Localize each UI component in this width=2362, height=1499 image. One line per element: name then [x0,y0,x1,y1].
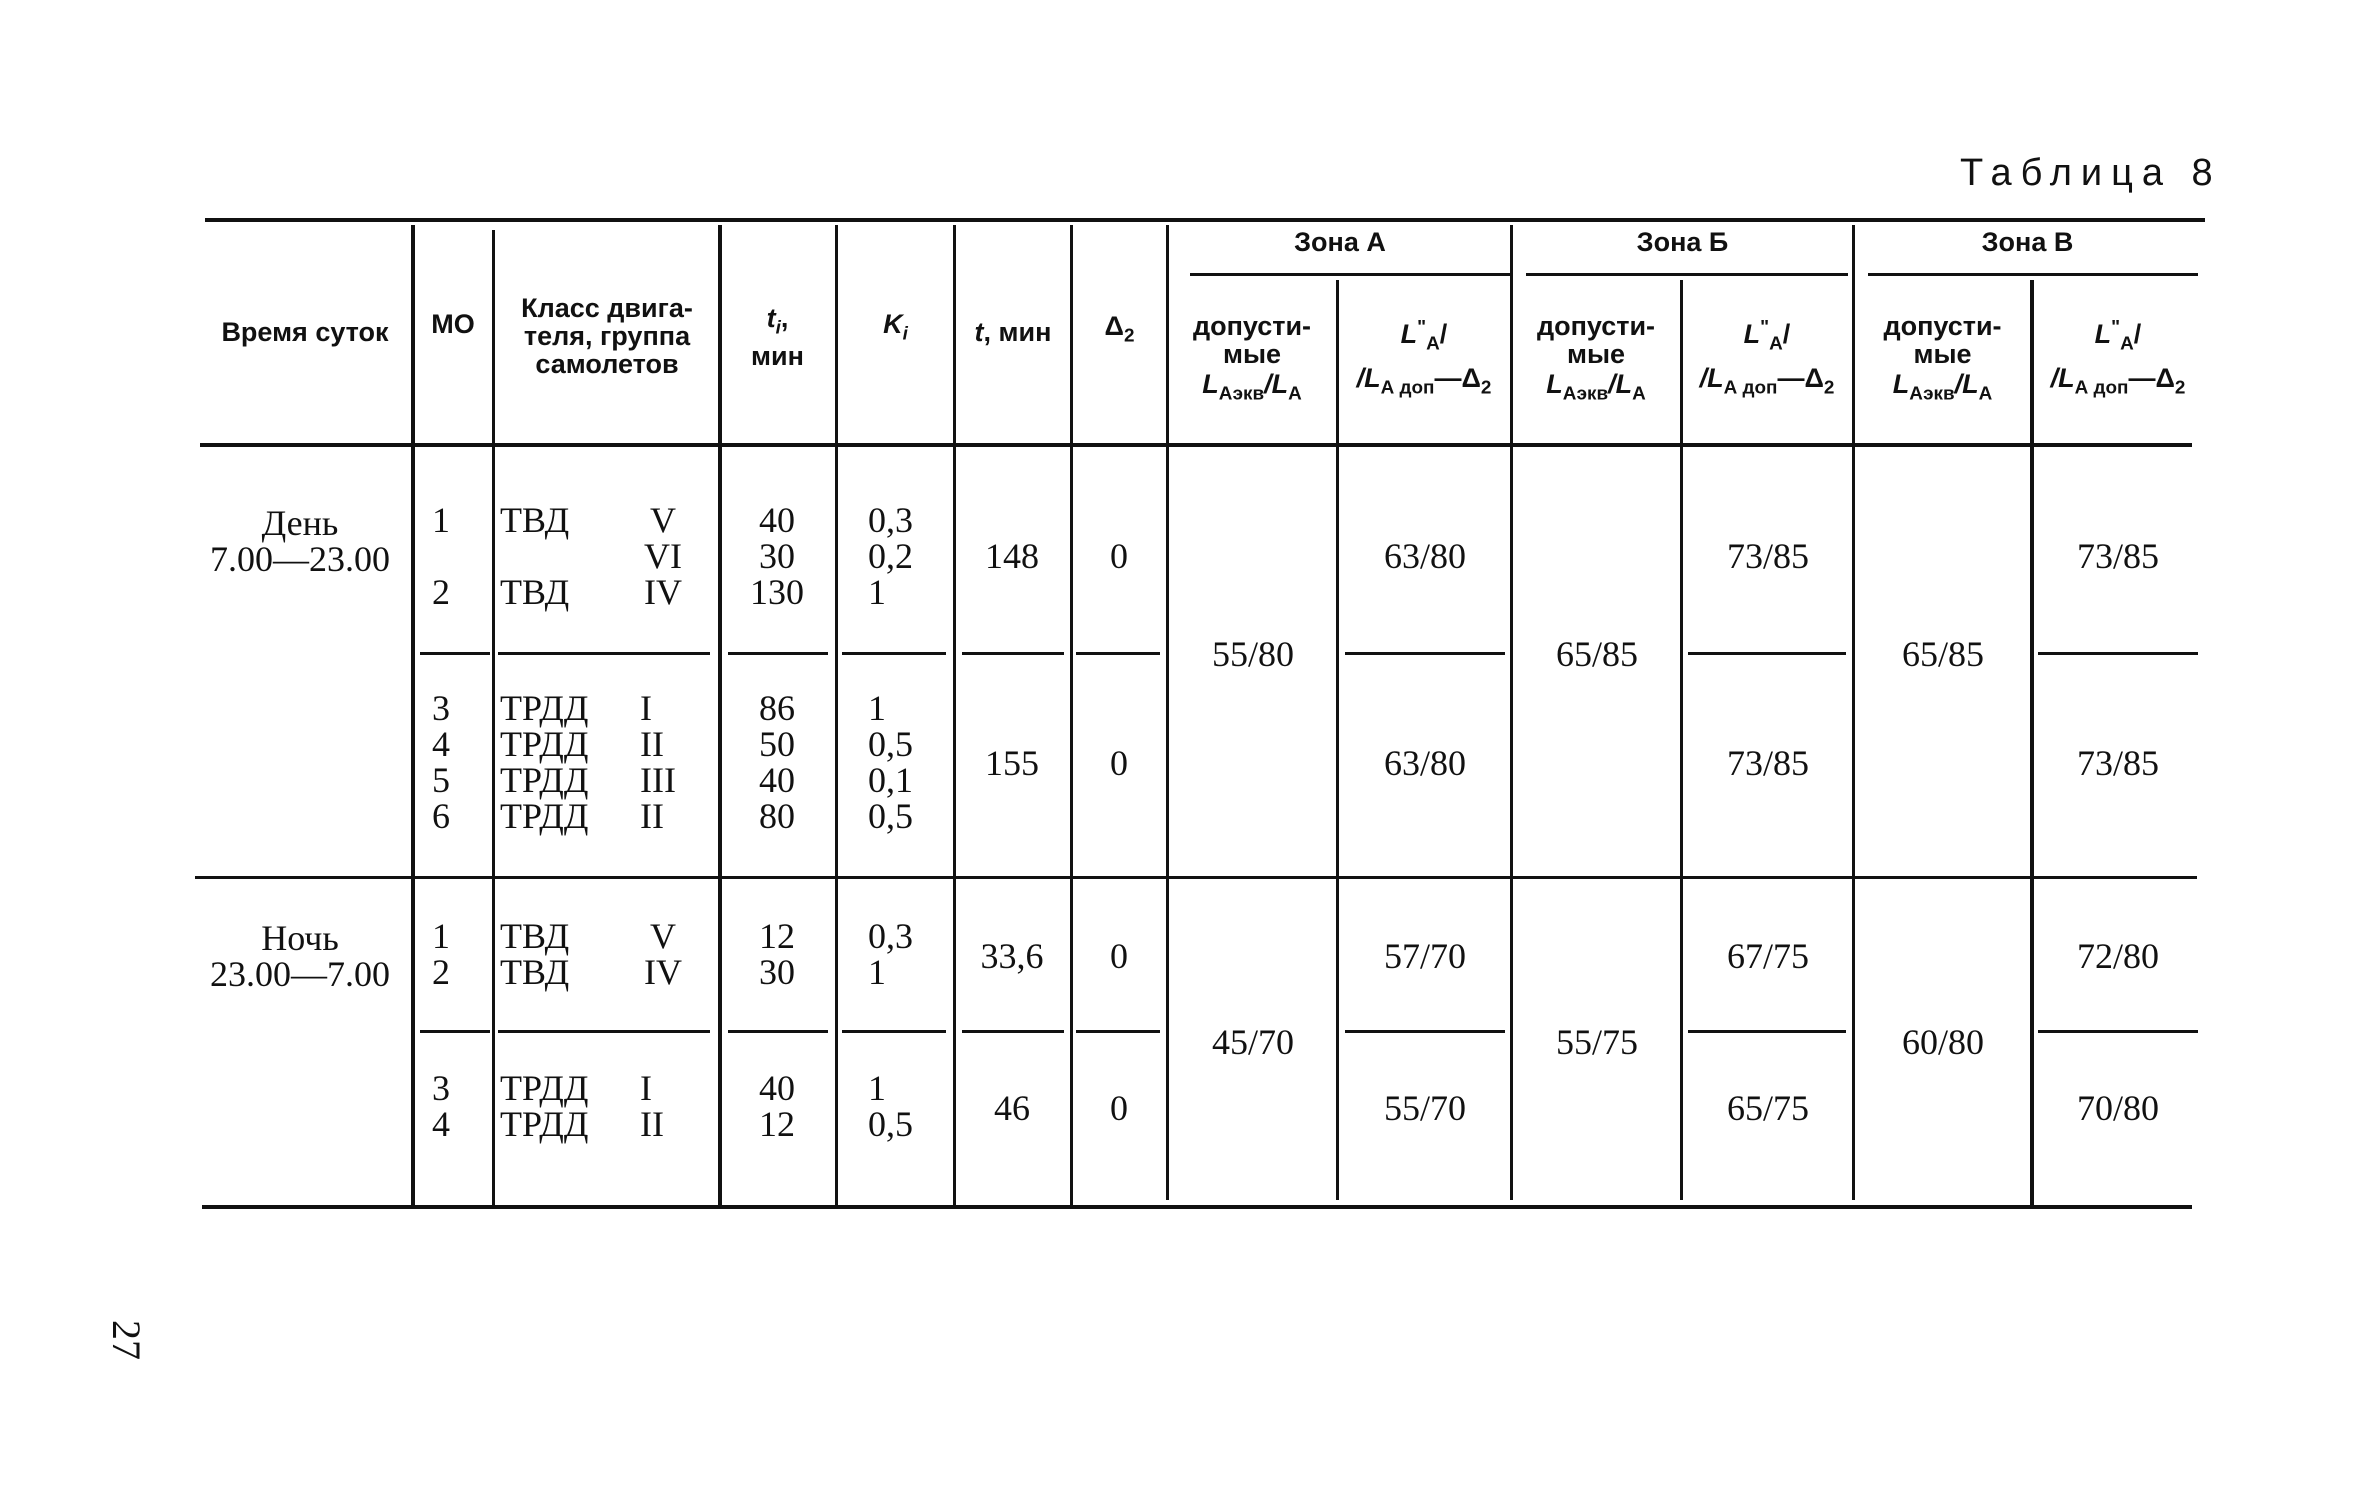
day-sub1-delta: 0 [1110,536,1128,576]
night-subgroup-divider [1688,1030,1846,1033]
day-subgroup-divider [420,652,490,655]
header-zone-v-allowed [1855,312,2030,408]
night-sub2-t: 46 [994,1088,1030,1128]
header-allowed-line: допусти- [1192,311,1312,341]
header-ladop-symbol: /L [1356,363,1381,394]
ki-value: 1 [868,572,886,612]
group-value: VI [644,536,682,576]
ti-value: 12 [759,916,795,956]
col-rule-5 [953,225,956,1205]
night-sub2-group [640,1070,710,1142]
header-zone-b: Зона Б [1636,227,1729,257]
header-ladop-subscript: А доп [2074,377,2129,399]
header-engine-class-line: теля, группа [523,321,691,351]
header-ti-unit: мин [751,341,804,372]
day-sub2-ti [722,690,832,834]
day-sub1-zone-a: 63/80 [1383,536,1466,576]
night-sub1-delta: 0 [1110,936,1128,976]
night-sub2-delta: 0 [1110,1088,1128,1128]
group-value: III [640,760,676,800]
day-sub2-t: 155 [985,743,1039,783]
group-time-label: День [261,503,339,543]
ki-value: 1 [868,952,886,992]
header-allowed-line: мые [1222,339,1282,369]
header-la2-subscript: А [2120,333,2134,355]
col-rule-12 [2030,280,2034,1205]
engine-value: ТРДД [500,1068,589,1108]
header-delta2-symbol: —Δ [2128,363,2175,394]
night-subgroup-divider [420,1030,490,1033]
header-la2-symbol: L [2094,319,2112,349]
night-subgroup-divider [1345,1030,1505,1033]
night-zone-a-allowed: 45/70 [1211,1022,1294,1062]
engine-value: ТВД [500,572,570,612]
ki-value: 1 [868,1068,886,1108]
header-ki-symbol: K [883,309,903,339]
ki-value: 0,2 [868,536,913,576]
group-value: II [640,724,664,764]
night-sub2-zone-a: 55/70 [1383,1088,1466,1128]
header-delta-symbol: Δ [1104,311,1124,341]
ti-value: 40 [759,1068,795,1108]
group-time-range: 23.00—7.00 [210,954,390,994]
header-delta2-symbol: —Δ [1777,363,1824,394]
group-value: V [650,916,676,956]
ki-value: 0,3 [868,916,913,956]
header-allowed-line: допусти- [1883,311,2002,341]
day-subgroup-divider [2038,652,2198,655]
day-subgroup-divider [498,652,710,655]
mo-value: 2 [432,572,450,612]
header-la2-prime: " [1417,317,1427,338]
day-sub2-group [640,690,710,834]
header-ki-subscript: i [902,323,908,345]
header-ti [720,304,835,370]
group-value: II [640,796,664,836]
ki-value: 0,1 [868,760,913,800]
group-value: IV [644,572,682,612]
night-sub2-ki [868,1070,948,1142]
header-t-unit: , мин [983,317,1052,347]
day-subgroup-divider [962,652,1064,655]
table-bottom-rule [202,1205,2192,1209]
day-sub1-zone-b: 73/85 [1726,536,1809,576]
table-top-rule [205,218,2205,222]
night-zone-v-allowed: 60/80 [1901,1022,1984,1062]
day-sub1-t: 148 [985,536,1039,576]
header-zone-a: Зона А [1294,227,1386,257]
night-sub2-zone-b: 65/75 [1726,1088,1809,1128]
header-la2-prime: " [1760,317,1770,338]
col-rule-2 [492,230,495,1205]
header-la2-slash: / [1782,319,1791,349]
day-sub2-mo [432,690,482,834]
engine-value: ТРДД [500,724,589,764]
group-time-range: 7.00—23.00 [210,539,390,579]
night-sub1-zone-a: 57/70 [1383,936,1466,976]
header-ki [838,310,953,348]
header-zone-a-ratio [1338,314,1510,403]
ki-value: 0,5 [868,796,913,836]
night-sub1-ki [868,918,948,990]
header-la-symbol: /L [1954,369,1979,399]
header-la2-slash: / [1439,319,1448,349]
day-subgroup-divider [842,652,946,655]
day-subgroup-divider [1688,652,1846,655]
mo-value: 6 [432,796,450,836]
header-ti-subscript: i [775,317,781,339]
group-time-night [195,920,405,992]
header-la2-slash: / [2133,319,2142,349]
header-zone-v: Зона В [1981,227,2074,257]
header-ladop-symbol: /L [2050,363,2075,394]
header-zone-a-allowed [1168,312,1336,408]
ti-value: 12 [759,1104,795,1144]
ki-value: 0,3 [868,500,913,540]
engine-value: ТВД [500,916,570,956]
col-rule-10 [1680,280,1683,1200]
day-zone-a-allowed: 55/80 [1211,634,1294,674]
mo-value: 4 [432,1104,450,1144]
engine-value: ТРДД [500,796,589,836]
group-value: I [640,1068,652,1108]
mo-value [432,538,482,574]
header-engine-class [496,294,718,378]
header-la-subscript: А [1288,383,1302,405]
header-laekv-symbol: L [1202,369,1219,399]
header-delta2-subscript: 2 [1823,377,1835,399]
night-zone-b-allowed: 55/75 [1555,1022,1638,1062]
header-t-symbol: t [974,317,984,347]
day-sub2-ki [868,690,948,834]
night-subgroup-divider [2038,1030,2198,1033]
group-value: I [640,688,652,728]
engine-value: ТРДД [500,688,589,728]
header-zone-v-ratio [2032,314,2204,403]
day-zone-v-allowed: 65/85 [1901,634,1984,674]
group-time-label: Ночь [261,918,339,958]
day-sub1-mo [432,502,482,610]
night-subgroup-divider [1076,1030,1160,1033]
col-rule-1 [411,225,415,1205]
header-laekv-symbol: L [1546,369,1563,399]
mo-value: 4 [432,724,450,764]
night-sub1-t: 33,6 [980,936,1044,976]
header-delta2-subscript: 2 [1480,377,1492,399]
night-sub1-zone-v: 72/80 [2076,936,2159,976]
header-ladop-subscript: А доп [1723,377,1778,399]
ti-value: 80 [759,796,795,836]
ki-value: 1 [868,688,886,728]
header-ladop-subscript: А доп [1380,377,1435,399]
group-divider-rule [195,876,2197,879]
night-sub2-zone-v: 70/80 [2076,1088,2159,1128]
night-sub2-engine [500,1070,620,1142]
night-subgroup-divider [728,1030,828,1033]
ti-value: 50 [759,724,795,764]
engine-value: ТРДД [500,760,589,800]
header-laekv-subscript: Аэкв [1562,383,1609,405]
day-sub2-delta: 0 [1110,743,1128,783]
col-rule-4 [835,225,838,1205]
mo-value: 1 [432,916,450,956]
col-rule-6 [1070,225,1073,1205]
header-allowed-line: мые [1913,339,1972,369]
header-la-symbol: /L [1608,369,1633,399]
night-sub1-zone-b: 67/75 [1726,936,1809,976]
group-value: IV [644,952,682,992]
header-engine-class-line: Класс двига- [521,293,693,323]
day-zone-b-allowed: 65/85 [1555,634,1638,674]
ti-value: 30 [759,952,795,992]
col-rule-8 [1336,280,1339,1200]
day-subgroup-divider [1345,652,1505,655]
mo-value: 3 [432,688,450,728]
group-value: II [640,1104,664,1144]
header-la-subscript: А [1978,383,1993,405]
header-t-min [956,318,1070,346]
header-la-subscript: А [1632,383,1646,405]
mo-value: 5 [432,760,450,800]
header-delta [1073,312,1166,350]
header-zone-b-allowed [1512,312,1680,408]
page-number: 27 [104,1320,149,1360]
header-la2-subscript: А [1769,333,1783,355]
mo-value: 2 [432,952,450,992]
night-sub1-engine [500,918,620,990]
header-la-symbol: /L [1264,369,1289,399]
header-la2-symbol: L [1743,319,1761,349]
ti-value: 40 [759,500,795,540]
header-zone-b-ratio [1682,314,1852,403]
ti-value: 30 [759,536,795,576]
engine-value [500,538,620,574]
night-sub2-ti [722,1070,832,1142]
day-sub2-zone-a: 63/80 [1383,743,1466,783]
header-la2-symbol: L [1400,319,1418,349]
day-sub2-engine [500,690,620,834]
header-laekv-symbol: L [1892,369,1910,399]
engine-value: ТРДД [500,1104,589,1144]
header-engine-class-line: самолетов [535,349,679,379]
night-subgroup-divider [842,1030,946,1033]
header-ti-symbol: t [766,303,776,333]
engine-value: ТВД [500,952,570,992]
zone-b-underline [1526,273,1848,276]
group-time-day [195,505,405,577]
day-sub2-zone-v: 73/85 [2076,743,2159,783]
ki-value: 0,5 [868,724,913,764]
mo-value: 3 [432,1068,450,1108]
header-bottom-rule [200,443,2192,447]
engine-value: ТВД [500,500,570,540]
day-sub2-zone-b: 73/85 [1726,743,1809,783]
day-sub1-ti [722,502,832,610]
day-subgroup-divider [728,652,828,655]
header-delta2-symbol: —Δ [1434,363,1481,394]
header-ladop-symbol: /L [1699,363,1724,394]
night-sub1-ti [722,918,832,990]
ti-value: 130 [750,572,804,612]
ti-value: 40 [759,760,795,800]
header-mo: МО [431,309,475,339]
day-sub1-group [628,502,698,610]
header-laekv-subscript: Аэкв [1909,383,1955,405]
zone-a-underline [1190,273,1510,276]
header-allowed-line: допусти- [1536,311,1656,341]
group-value: V [650,500,676,540]
night-sub2-mo [432,1070,482,1142]
header-delta-subscript: 2 [1123,325,1135,347]
ki-value: 0,5 [868,1104,913,1144]
header-la2-prime: " [2111,317,2121,338]
night-subgroup-divider [498,1030,710,1033]
header-time-of-day: Время суток [221,317,389,347]
header-allowed-line: мые [1566,339,1626,369]
header-delta2-subscript: 2 [2174,377,2186,399]
header-laekv-subscript: Аэкв [1218,383,1265,405]
ti-value: 86 [759,688,795,728]
day-sub1-engine [500,502,620,610]
header-la2-subscript: А [1426,333,1440,355]
header-ti-comma: , [780,303,789,333]
night-subgroup-divider [962,1030,1064,1033]
night-sub1-group [628,918,698,990]
zone-v-underline [1868,273,2198,276]
mo-value: 1 [432,500,450,540]
day-sub1-ki [868,502,948,610]
night-sub1-mo [432,918,482,990]
table-label: Таблица 8 [1960,152,2222,194]
day-subgroup-divider [1076,652,1160,655]
day-sub1-zone-v: 73/85 [2076,536,2159,576]
